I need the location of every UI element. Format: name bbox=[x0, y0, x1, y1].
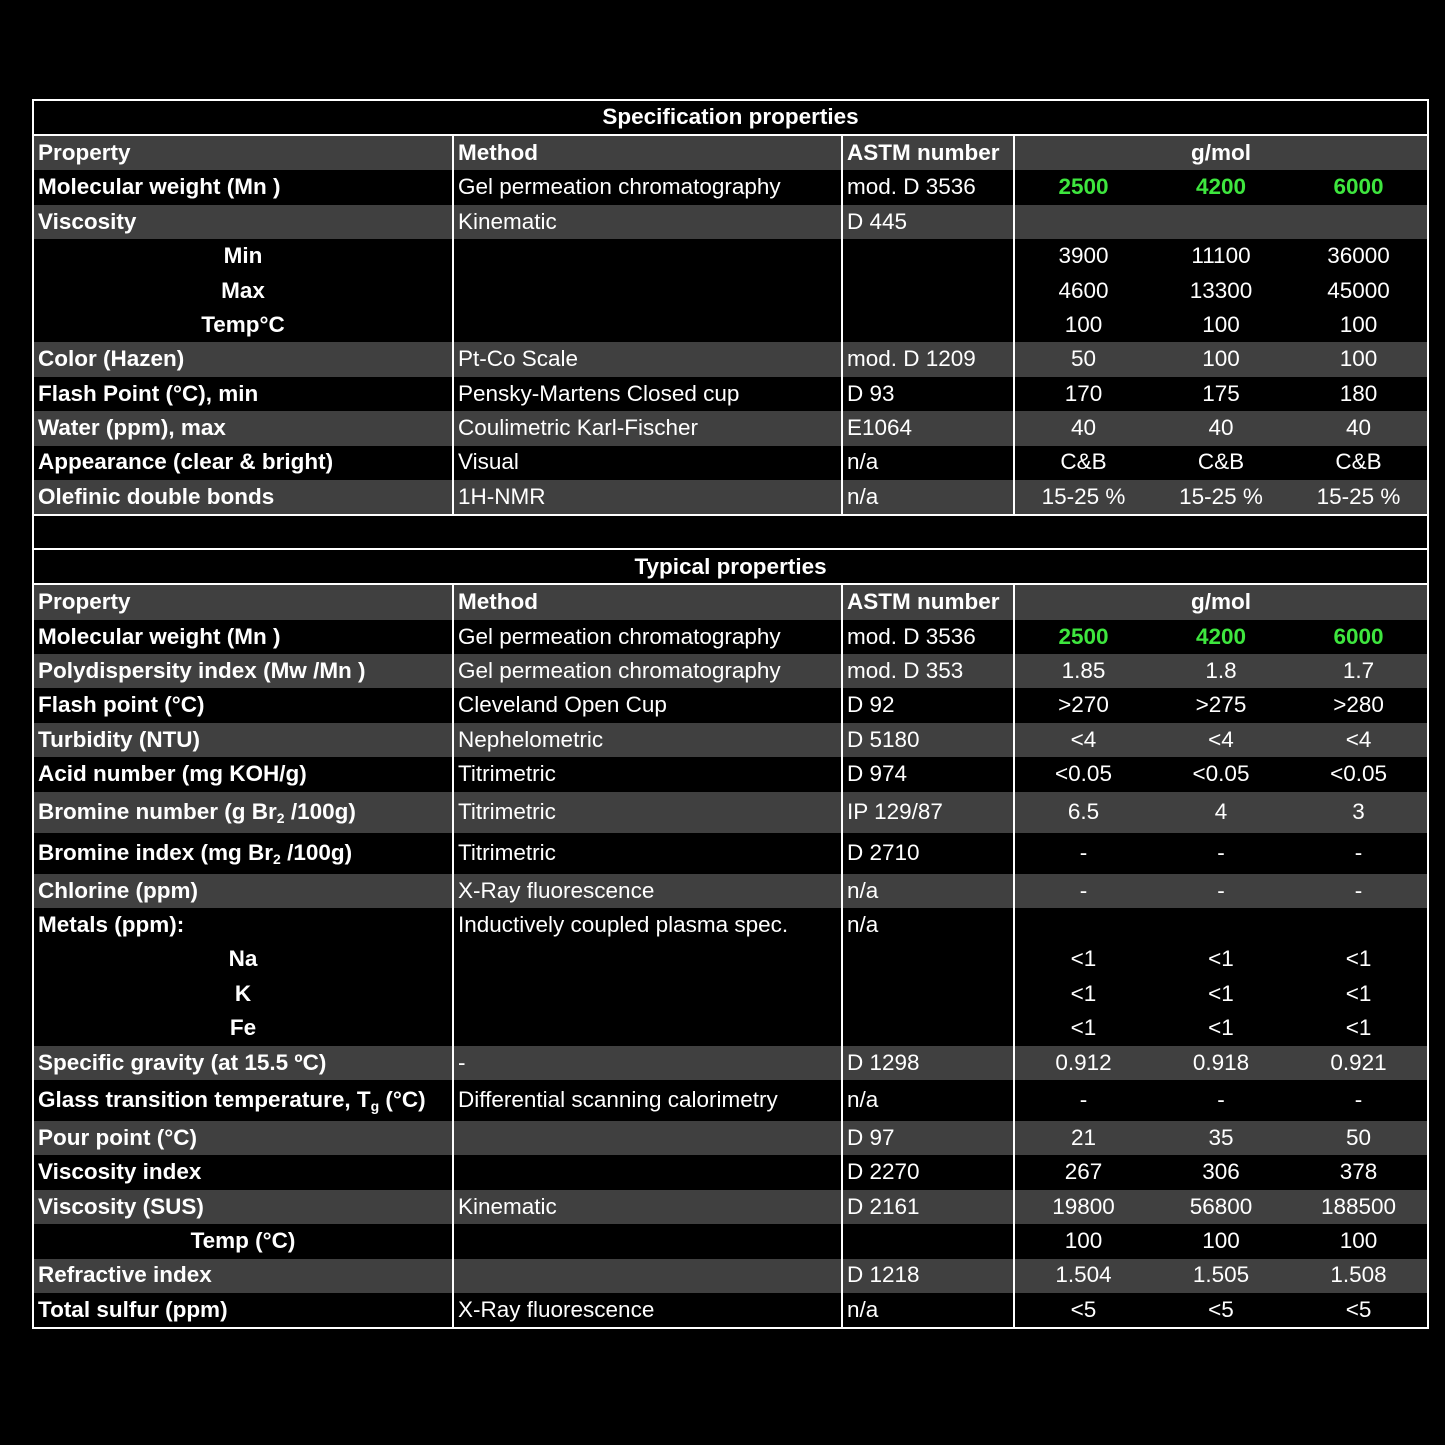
method-cell: Gel permeation chromatography bbox=[453, 620, 842, 654]
astm-cell: mod. D 353 bbox=[842, 654, 1014, 688]
astm-cell: D 2710 bbox=[842, 833, 1014, 874]
spec-row bbox=[33, 205, 1428, 239]
astm-cell: n/a bbox=[842, 1293, 1014, 1328]
typical-row bbox=[33, 723, 1428, 757]
value-cell: 0.912 bbox=[1014, 1046, 1152, 1080]
typical-row bbox=[33, 908, 1428, 942]
spec-header-units: g/mol bbox=[1014, 135, 1428, 170]
property-cell: Na bbox=[33, 942, 453, 976]
spec-row bbox=[33, 274, 1428, 308]
astm-cell bbox=[842, 274, 1014, 308]
value-cell: <1 bbox=[1152, 977, 1290, 1011]
astm-cell: n/a bbox=[842, 446, 1014, 480]
spec-header-method: Method bbox=[453, 135, 842, 170]
property-cell: Min bbox=[33, 239, 453, 273]
property-cell bbox=[33, 833, 453, 874]
value-cell: 3 bbox=[1290, 792, 1428, 833]
method-cell bbox=[453, 274, 842, 308]
property-subscript: g bbox=[370, 1098, 380, 1115]
method-cell: Differential scanning calorimetry bbox=[453, 1080, 842, 1121]
value-cell: 0.918 bbox=[1152, 1046, 1290, 1080]
value-cell: <1 bbox=[1290, 977, 1428, 1011]
value-cell: <5 bbox=[1152, 1293, 1290, 1328]
typical-row bbox=[33, 1293, 1428, 1328]
method-cell bbox=[453, 1155, 842, 1189]
astm-cell: D 92 bbox=[842, 688, 1014, 722]
spec-row bbox=[33, 342, 1428, 376]
property-cell: Water (ppm), max bbox=[33, 411, 453, 445]
spec-row bbox=[33, 377, 1428, 411]
method-cell: Kinematic bbox=[453, 205, 842, 239]
property-cell: K bbox=[33, 977, 453, 1011]
astm-cell: n/a bbox=[842, 908, 1014, 942]
spec-body bbox=[33, 170, 1428, 515]
value-cell: 40 bbox=[1290, 411, 1428, 445]
astm-cell: D 974 bbox=[842, 757, 1014, 791]
property-text: Glass transition temperature, T bbox=[38, 1087, 371, 1113]
astm-cell bbox=[842, 1011, 1014, 1045]
property-cell: Viscosity index bbox=[33, 1155, 453, 1189]
method-cell: X-Ray fluorescence bbox=[453, 1293, 842, 1328]
spec-header-astm: ASTM number bbox=[842, 135, 1014, 170]
value-cell: 1.85 bbox=[1014, 654, 1152, 688]
value-cell: 6.5 bbox=[1014, 792, 1152, 833]
property-cell: Pour point (°C) bbox=[33, 1121, 453, 1155]
method-cell bbox=[453, 1011, 842, 1045]
value-cell: 2500 bbox=[1014, 620, 1152, 654]
property-subscript: 2 bbox=[273, 850, 281, 867]
astm-cell: D 2161 bbox=[842, 1190, 1014, 1224]
value-cell: 45000 bbox=[1290, 274, 1428, 308]
method-cell: Kinematic bbox=[453, 1190, 842, 1224]
property-cell: Color (Hazen) bbox=[33, 342, 453, 376]
spec-header-property: Property bbox=[33, 135, 453, 170]
astm-cell: D 2270 bbox=[842, 1155, 1014, 1189]
method-cell: Cleveland Open Cup bbox=[453, 688, 842, 722]
property-cell: Turbidity (NTU) bbox=[33, 723, 453, 757]
section-spacer bbox=[33, 515, 1428, 549]
value-cell: <1 bbox=[1014, 977, 1152, 1011]
value-cell: <1 bbox=[1014, 942, 1152, 976]
property-cell: Flash Point (°C), min bbox=[33, 377, 453, 411]
typical-row bbox=[33, 620, 1428, 654]
value-cell: - bbox=[1290, 1080, 1428, 1121]
typical-row bbox=[33, 654, 1428, 688]
typical-row bbox=[33, 1046, 1428, 1080]
value-cell: 50 bbox=[1290, 1121, 1428, 1155]
value-cell: 170 bbox=[1014, 377, 1152, 411]
typical-header-units: g/mol bbox=[1014, 584, 1428, 619]
astm-cell bbox=[842, 239, 1014, 273]
property-cell: Total sulfur (ppm) bbox=[33, 1293, 453, 1328]
astm-cell bbox=[842, 1224, 1014, 1258]
value-cell: 35 bbox=[1152, 1121, 1290, 1155]
value-cell bbox=[1290, 908, 1428, 942]
value-cell: 100 bbox=[1290, 1224, 1428, 1258]
typical-header-method: Method bbox=[453, 584, 842, 619]
property-cell: Fe bbox=[33, 1011, 453, 1045]
method-cell bbox=[453, 1224, 842, 1258]
value-cell bbox=[1152, 908, 1290, 942]
value-cell: 100 bbox=[1152, 342, 1290, 376]
value-cell: <1 bbox=[1152, 1011, 1290, 1045]
astm-cell: D 445 bbox=[842, 205, 1014, 239]
value-cell: 1.505 bbox=[1152, 1259, 1290, 1293]
value-cell: 100 bbox=[1152, 308, 1290, 342]
value-cell bbox=[1152, 205, 1290, 239]
property-cell bbox=[33, 1080, 453, 1121]
value-cell: 100 bbox=[1290, 342, 1428, 376]
value-cell: 0.921 bbox=[1290, 1046, 1428, 1080]
method-cell: Pt-Co Scale bbox=[453, 342, 842, 376]
astm-cell: E1064 bbox=[842, 411, 1014, 445]
value-cell bbox=[1290, 205, 1428, 239]
property-cell: Refractive index bbox=[33, 1259, 453, 1293]
value-cell: 306 bbox=[1152, 1155, 1290, 1189]
spec-row bbox=[33, 308, 1428, 342]
value-cell: >280 bbox=[1290, 688, 1428, 722]
astm-cell: D 1218 bbox=[842, 1259, 1014, 1293]
property-cell: Max bbox=[33, 274, 453, 308]
typical-row bbox=[33, 833, 1428, 874]
value-cell: 4200 bbox=[1152, 620, 1290, 654]
typical-row bbox=[33, 792, 1428, 833]
typical-row bbox=[33, 688, 1428, 722]
property-subscript: 2 bbox=[276, 809, 285, 826]
typical-title: Typical properties bbox=[33, 549, 1428, 584]
spec-title: Specification properties bbox=[33, 100, 1428, 135]
spec-row bbox=[33, 239, 1428, 273]
property-cell: Molecular weight (Mn ) bbox=[33, 170, 453, 204]
method-cell: Coulimetric Karl-Fischer bbox=[453, 411, 842, 445]
properties-table-frame bbox=[32, 99, 1428, 1329]
value-cell: 4200 bbox=[1152, 170, 1290, 204]
typical-row bbox=[33, 1155, 1428, 1189]
astm-cell: D 97 bbox=[842, 1121, 1014, 1155]
spec-header-row bbox=[33, 135, 1428, 170]
value-cell: - bbox=[1014, 833, 1152, 874]
property-cell: Flash point (°C) bbox=[33, 688, 453, 722]
value-cell: - bbox=[1152, 874, 1290, 908]
method-cell: Pensky-Martens Closed cup bbox=[453, 377, 842, 411]
astm-cell bbox=[842, 942, 1014, 976]
value-cell: 100 bbox=[1290, 308, 1428, 342]
typical-row bbox=[33, 757, 1428, 791]
value-cell: <1 bbox=[1014, 1011, 1152, 1045]
value-cell: >270 bbox=[1014, 688, 1152, 722]
value-cell: 6000 bbox=[1290, 170, 1428, 204]
value-cell: 2500 bbox=[1014, 170, 1152, 204]
typical-row bbox=[33, 1011, 1428, 1045]
value-cell: 19800 bbox=[1014, 1190, 1152, 1224]
astm-cell: mod. D 3536 bbox=[842, 170, 1014, 204]
property-cell: Viscosity (SUS) bbox=[33, 1190, 453, 1224]
value-cell: <5 bbox=[1290, 1293, 1428, 1328]
value-cell: <0.05 bbox=[1152, 757, 1290, 791]
astm-cell: mod. D 1209 bbox=[842, 342, 1014, 376]
value-cell: <0.05 bbox=[1014, 757, 1152, 791]
property-cell: Molecular weight (Mn ) bbox=[33, 620, 453, 654]
astm-cell: D 1298 bbox=[842, 1046, 1014, 1080]
value-cell: 4 bbox=[1152, 792, 1290, 833]
spec-row bbox=[33, 446, 1428, 480]
astm-cell: IP 129/87 bbox=[842, 792, 1014, 833]
value-cell: 56800 bbox=[1152, 1190, 1290, 1224]
value-cell bbox=[1014, 908, 1152, 942]
property-cell: Metals (ppm): bbox=[33, 908, 453, 942]
value-cell: 1.508 bbox=[1290, 1259, 1428, 1293]
value-cell: 4600 bbox=[1014, 274, 1152, 308]
property-text: Bromine index (mg Br bbox=[38, 839, 274, 865]
value-cell: 175 bbox=[1152, 377, 1290, 411]
value-cell: - bbox=[1290, 833, 1428, 874]
property-cell: Temp (°C) bbox=[33, 1224, 453, 1258]
typical-row bbox=[33, 977, 1428, 1011]
property-cell bbox=[33, 792, 453, 833]
method-cell bbox=[453, 942, 842, 976]
value-cell: 15-25 % bbox=[1014, 480, 1152, 515]
value-cell: 100 bbox=[1014, 1224, 1152, 1258]
value-cell: - bbox=[1014, 1080, 1152, 1121]
method-cell: Titrimetric bbox=[453, 833, 842, 874]
value-cell: <1 bbox=[1290, 1011, 1428, 1045]
method-cell: - bbox=[453, 1046, 842, 1080]
value-cell: 21 bbox=[1014, 1121, 1152, 1155]
value-cell: 50 bbox=[1014, 342, 1152, 376]
property-cell: Polydispersity index (Mw /Mn ) bbox=[33, 654, 453, 688]
property-text-suffix: /100g) bbox=[280, 839, 353, 865]
method-cell bbox=[453, 308, 842, 342]
method-cell: Titrimetric bbox=[453, 792, 842, 833]
astm-cell: n/a bbox=[842, 1080, 1014, 1121]
value-cell: C&B bbox=[1290, 446, 1428, 480]
method-cell: Visual bbox=[453, 446, 842, 480]
value-cell: <0.05 bbox=[1290, 757, 1428, 791]
property-cell: Chlorine (ppm) bbox=[33, 874, 453, 908]
astm-cell: n/a bbox=[842, 480, 1014, 515]
value-cell: C&B bbox=[1152, 446, 1290, 480]
value-cell: 15-25 % bbox=[1290, 480, 1428, 515]
typical-body bbox=[33, 620, 1428, 1329]
value-cell: C&B bbox=[1014, 446, 1152, 480]
properties-table bbox=[32, 99, 1429, 1329]
property-cell: Appearance (clear & bright) bbox=[33, 446, 453, 480]
typical-row bbox=[33, 1080, 1428, 1121]
method-cell bbox=[453, 1259, 842, 1293]
property-text-suffix: /100g) bbox=[284, 798, 356, 824]
typical-header-property: Property bbox=[33, 584, 453, 619]
method-cell: Gel permeation chromatography bbox=[453, 654, 842, 688]
value-cell: - bbox=[1152, 833, 1290, 874]
value-cell: <4 bbox=[1014, 723, 1152, 757]
property-text-suffix: (°C) bbox=[379, 1087, 426, 1113]
value-cell: - bbox=[1152, 1080, 1290, 1121]
property-text: Bromine number (g Br bbox=[38, 798, 277, 824]
typical-header-row bbox=[33, 584, 1428, 619]
spec-row bbox=[33, 480, 1428, 515]
method-cell: Nephelometric bbox=[453, 723, 842, 757]
value-cell: <4 bbox=[1290, 723, 1428, 757]
method-cell: 1H-NMR bbox=[453, 480, 842, 515]
value-cell: 11100 bbox=[1152, 239, 1290, 273]
value-cell bbox=[1014, 205, 1152, 239]
method-cell bbox=[453, 977, 842, 1011]
value-cell: 180 bbox=[1290, 377, 1428, 411]
value-cell: - bbox=[1290, 874, 1428, 908]
typical-row bbox=[33, 874, 1428, 908]
astm-cell: mod. D 3536 bbox=[842, 620, 1014, 654]
value-cell: <5 bbox=[1014, 1293, 1152, 1328]
method-cell bbox=[453, 239, 842, 273]
value-cell: 1.504 bbox=[1014, 1259, 1152, 1293]
value-cell: >275 bbox=[1152, 688, 1290, 722]
value-cell: 6000 bbox=[1290, 620, 1428, 654]
spec-row bbox=[33, 411, 1428, 445]
typical-row bbox=[33, 1224, 1428, 1258]
value-cell: <1 bbox=[1290, 942, 1428, 976]
typical-row bbox=[33, 1190, 1428, 1224]
value-cell: 15-25 % bbox=[1152, 480, 1290, 515]
value-cell: <4 bbox=[1152, 723, 1290, 757]
property-cell: Specific gravity (at 15.5 ºC) bbox=[33, 1046, 453, 1080]
value-cell: 267 bbox=[1014, 1155, 1152, 1189]
astm-cell bbox=[842, 977, 1014, 1011]
value-cell: 36000 bbox=[1290, 239, 1428, 273]
method-cell bbox=[453, 1121, 842, 1155]
value-cell: 40 bbox=[1152, 411, 1290, 445]
value-cell: 3900 bbox=[1014, 239, 1152, 273]
method-cell: Inductively coupled plasma spec. bbox=[453, 908, 842, 942]
value-cell: 100 bbox=[1014, 308, 1152, 342]
property-cell: Acid number (mg KOH/g) bbox=[33, 757, 453, 791]
property-cell: Viscosity bbox=[33, 205, 453, 239]
value-cell: 40 bbox=[1014, 411, 1152, 445]
astm-cell: n/a bbox=[842, 874, 1014, 908]
value-cell: 1.8 bbox=[1152, 654, 1290, 688]
value-cell: 100 bbox=[1152, 1224, 1290, 1258]
method-cell: X-Ray fluorescence bbox=[453, 874, 842, 908]
astm-cell: D 5180 bbox=[842, 723, 1014, 757]
method-cell: Titrimetric bbox=[453, 757, 842, 791]
value-cell: <1 bbox=[1152, 942, 1290, 976]
typical-row bbox=[33, 1121, 1428, 1155]
property-cell: Temp°C bbox=[33, 308, 453, 342]
method-cell: Gel permeation chromatography bbox=[453, 170, 842, 204]
typical-row bbox=[33, 942, 1428, 976]
typical-header-astm: ASTM number bbox=[842, 584, 1014, 619]
astm-cell bbox=[842, 308, 1014, 342]
property-cell: Olefinic double bonds bbox=[33, 480, 453, 515]
typical-row bbox=[33, 1259, 1428, 1293]
value-cell: 378 bbox=[1290, 1155, 1428, 1189]
value-cell: 1.7 bbox=[1290, 654, 1428, 688]
value-cell: 13300 bbox=[1152, 274, 1290, 308]
astm-cell: D 93 bbox=[842, 377, 1014, 411]
value-cell: - bbox=[1014, 874, 1152, 908]
value-cell: 188500 bbox=[1290, 1190, 1428, 1224]
spec-row bbox=[33, 170, 1428, 204]
